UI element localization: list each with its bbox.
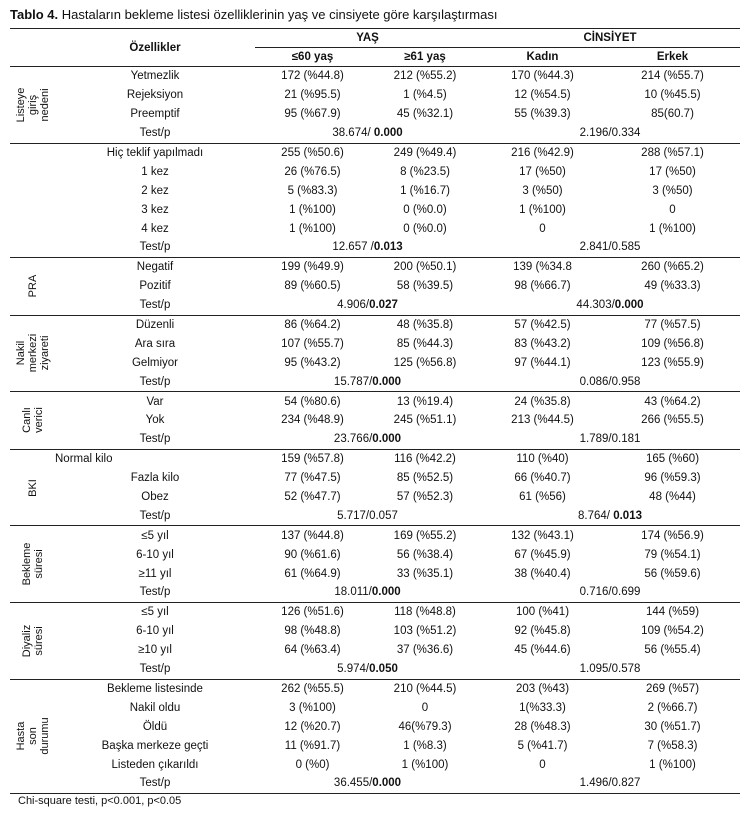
row-label: Öldü [142,720,168,733]
table-row [10,353,740,372]
age-ge61-value: 37 (%36.6) [396,644,454,657]
male-value: 85(60.7) [651,108,694,121]
table-row [10,86,740,105]
male-value: 49 (%33.3) [644,280,701,293]
age-ge61-value: 212 (%55.2) [393,70,457,83]
row-label: Ara sıra [134,337,176,350]
male-value: 266 (%55.5) [641,414,704,427]
row-label: Bekleme listesinde [107,682,203,695]
age-le60-value: 95 (%43.2) [284,356,341,369]
row-label: Hiç teklif yapılmadı [106,147,204,159]
age-ge61-header: ≥61 yaş [370,48,480,67]
test-row [10,238,740,257]
table-row [10,200,740,219]
age-ge61-value: 125 (%56.8) [393,356,457,369]
age-test-value [255,660,480,679]
male-value: 48 (%44) [649,491,696,504]
gender-test-stat: 2.196/0.334 [579,127,641,140]
age-test-value [255,430,480,449]
row-label: Başka merkeze geçti [101,739,209,752]
features-header: Özellikler [55,29,255,67]
row-label: ≥11 yıl [138,567,172,580]
female-value: 110 (%40) [516,453,569,466]
test-row [10,372,740,391]
row-label: Obez [141,491,169,504]
female-value: 100 (%41) [515,606,570,619]
group-label-cell [10,602,55,679]
age-le60-value: 61 (%64.9) [284,567,341,580]
age-le60-value: 89 (%60.5) [284,280,341,293]
male-value: 0 [669,203,676,216]
group-label-cell [10,315,55,392]
age-le60-value: 90 (%61.6) [284,548,341,561]
age-header: YAŞ [255,29,480,48]
age-test-value [255,774,480,793]
test-row [10,296,740,315]
group-label: Canlı verici [20,407,45,434]
age-le60-value: 26 (%76.5) [284,165,341,178]
table-row [10,641,740,660]
table-row [10,449,740,468]
group-label-cell [10,679,55,793]
male-value: 30 (%51.7) [644,720,701,733]
row-label: Yetmezlik [130,70,180,83]
test-label: Test/p [55,774,255,793]
row-label: Pozitif [139,280,171,293]
group-label-cell [10,392,55,450]
male-value: 17 (%50) [649,165,696,178]
test-row [10,774,740,793]
age-test-value [255,506,480,525]
age-le60-value: 52 (%47.7) [284,491,341,504]
age-le60-value: 255 (%50.6) [281,147,344,159]
male-value: 1 (%100) [649,222,696,235]
female-value: 17 (%50) [519,165,566,178]
female-value: 67 (%45.9) [514,548,571,561]
age-test-p: 0.000 [373,127,403,140]
gender-test-p: 0.013 [613,509,642,522]
test-row [10,124,740,143]
row-label: Normal kilo [55,453,113,466]
table-row [10,736,740,755]
test-row [10,506,740,525]
age-le60-value: 77 (%47.5) [284,472,341,485]
row-label: 1 kez [141,165,169,178]
gender-test-value [480,660,740,679]
female-value: 139 (%34.8 [513,261,572,274]
male-value: 43 (%64.2) [644,395,701,408]
group-label-cell [10,257,55,315]
row-label: Var [146,395,164,408]
test-label: Test/p [55,124,255,143]
age-le60-value: 98 (%48.8) [284,625,341,638]
age-le60-value: 262 (%55.5) [281,682,344,695]
age-le60-value: 21 (%95.5) [284,89,341,102]
row-label: 6-10 yıl [136,548,174,561]
table-row [10,315,740,334]
age-le60-value: 126 (%51.6) [281,606,344,619]
table-row [10,334,740,353]
table-row [10,755,740,774]
gender-test-stat: 1.095/0.578 [579,663,641,676]
test-label: Test/p [55,238,255,257]
male-value: 260 (%65.2) [641,261,704,274]
age-test-stat: 15.787/ [333,375,373,388]
age-test-p: 0.013 [373,241,403,254]
male-value: 165 (%60) [645,453,700,466]
age-test-stat: 38.674/ [332,127,374,140]
female-value: 92 (%45.8) [514,625,571,638]
age-le60-value: 172 (%44.8) [281,70,344,83]
age-test-p: 0.000 [372,777,402,790]
age-test-stat: 5.717/0.057 [337,509,398,522]
male-value: 174 (%56.9) [641,529,704,542]
age-ge61-value: 169 (%55.2) [393,529,457,542]
table-row [10,181,740,200]
age-ge61-value: 1 (%16.7) [400,184,450,197]
male-value: 79 (%54.1) [644,548,701,561]
table-row [10,564,740,583]
age-le60-value: 107 (%55.7) [281,337,344,350]
gender-test-value [480,583,740,602]
row-label: 2 kez [141,184,169,197]
male-value: 7 (%58.3) [647,739,698,752]
age-le60-value: 54 (%80.6) [284,395,341,408]
female-value: 61 (%56) [519,491,566,504]
male-value: 214 (%55.7) [641,70,704,83]
gender-test-value [480,774,740,793]
age-test-value [255,296,480,315]
comparison-table [10,28,740,794]
test-label: Test/p [55,296,255,315]
age-ge61-value: 85 (%44.3) [396,337,454,350]
gender-test-value [480,372,740,391]
table-title [10,7,497,22]
female-value: 97 (%44.1) [514,356,571,369]
age-test-stat: 12.657 / [332,241,374,254]
table-row [10,717,740,736]
age-test-value [255,583,480,602]
footnote: Chi-square testi, p<0.001, p<0.05 [18,795,182,807]
test-row [10,583,740,602]
age-le60-header: ≤60 yaş [255,48,370,67]
male-header: Erkek [605,48,740,67]
male-value: 10 (%45.5) [644,89,701,102]
age-ge61-value: 8 (%23.5) [400,165,450,178]
age-ge61-value: 200 (%50.1) [393,261,457,274]
female-value: 45 (%44.6) [514,644,571,657]
table-row [10,143,740,162]
age-ge61-value: 58 (%39.5) [396,280,454,293]
group-label-cell [10,67,55,144]
row-label: Nakil oldu [129,701,181,714]
age-ge61-value: 1 (%100) [401,758,449,771]
header-row-1 [10,29,740,48]
age-test-value [255,124,480,143]
table-row [10,67,740,86]
male-value: 56 (%59.6) [644,567,701,580]
table-row [10,469,740,488]
group-label-cell [10,449,55,526]
gender-header: CİNSİYET [480,29,740,48]
gender-test-p: 0.000 [614,299,644,312]
age-le60-value: 95 (%67.9) [284,108,341,121]
table-row [10,392,740,411]
test-label: Test/p [55,430,255,449]
age-le60-value: 137 (%44.8) [281,529,344,542]
row-label: Preemptif [130,108,180,121]
age-ge61-value: 48 (%35.8) [396,319,454,332]
gender-test-value [480,430,740,449]
test-row [10,430,740,449]
table-row [10,105,740,124]
female-value: 12 (%54.5) [514,89,571,102]
female-value: 83 (%43.2) [514,337,571,350]
female-value: 5 (%41.7) [517,739,568,752]
female-header: Kadın [480,48,605,67]
table-row [10,698,740,717]
female-value: 66 (%40.7) [514,472,571,485]
age-ge61-value: 249 (%49.4) [393,147,457,159]
age-test-stat: 18.011/ [334,586,372,599]
age-test-p: 0.000 [371,586,401,599]
row-label: ≥10 yıl [138,644,172,657]
row-label: Rejeksiyon [126,89,184,102]
male-value: 96 (%59.3) [644,472,701,485]
row-label: 3 kez [141,203,169,216]
table-row [10,679,740,698]
table-row [10,526,740,545]
age-ge61-value: 103 (%51.2) [393,625,457,638]
age-le60-value: 159 (%57.8) [281,453,344,466]
age-le60-value: 86 (%64.2) [284,319,341,332]
male-value: 269 (%57) [645,682,700,695]
age-ge61-value: 56 (%38.4) [396,548,454,561]
gender-test-value [480,124,740,143]
age-le60-value: 1 (%100) [289,222,336,235]
age-le60-value: 3 (%100) [289,701,336,714]
table-row [10,257,740,276]
age-ge61-value: 13 (%19.4) [396,395,454,408]
female-value: 0 [539,222,546,235]
female-value: 203 (%43) [515,682,570,695]
age-test-stat: 4.906/ [337,299,370,312]
table-row [10,277,740,296]
gender-test-stat: 0.716/0.699 [579,586,641,599]
group-label: Bekleme süresi [20,542,45,586]
table-caption: Hastaların bekleme listesi özelliklerinin yaş ve cinsiyete göre karşılaştırması [58,7,498,22]
gender-test-stat: 8.764/ [578,509,614,522]
test-label: Test/p [55,372,255,391]
group-label: Hasta son durumu [14,717,51,755]
table-row [10,162,740,181]
age-ge61-value: 33 (%35.1) [396,567,454,580]
gender-test-stat: 0.086/0.958 [579,375,641,388]
male-value: 77 (%57.5) [644,319,701,332]
female-value: 38 (%40.4) [514,567,571,580]
male-value: 288 (%57.1) [641,147,704,159]
test-label: Test/p [55,583,255,602]
male-value: 1 (%100) [649,758,696,771]
test-row [10,660,740,679]
age-le60-value: 5 (%83.3) [287,184,338,197]
female-value: 57 (%42.5) [514,319,571,332]
age-ge61-value: 85 (%52.5) [396,472,454,485]
table-row [10,488,740,507]
female-value: 55 (%39.3) [514,108,571,121]
age-test-value [255,372,480,391]
group-label: Diyaliz süresi [20,624,45,657]
age-test-p: 0.050 [369,663,398,676]
female-value: 132 (%43.1) [511,529,574,542]
age-ge61-value: 0 (%0.0) [403,203,447,216]
female-value: 213 (%44.5) [511,414,574,427]
age-le60-value: 1 (%100) [289,203,336,216]
age-test-stat: 36.455/ [333,777,373,790]
group-label-cell [10,526,55,603]
female-value: 0 [539,758,546,771]
gender-test-stat: 1.496/0.827 [579,777,641,790]
group-label: BKI [26,478,39,497]
age-ge61-value: 45 (%32.1) [396,108,454,121]
table-number: Tablo 4. [10,7,59,22]
age-le60-value: 0 (%0) [295,758,330,771]
row-label: ≤5 yıl [141,606,169,619]
gender-test-value [480,506,740,525]
male-value: 144 (%59) [645,606,700,619]
test-label: Test/p [55,506,255,525]
table-row [10,219,740,238]
age-test-p: 0.027 [369,299,398,312]
row-label: ≤5 yıl [141,529,169,542]
age-test-p: 0.000 [372,433,402,446]
age-le60-value: 199 (%49.9) [281,261,344,274]
gender-test-stat: 2.841/0.585 [579,241,641,254]
test-label: Test/p [55,660,255,679]
table-row [10,545,740,564]
row-label: Negatif [136,261,174,274]
female-value: 216 (%42.9) [511,147,574,159]
male-value: 109 (%54.2) [641,625,704,638]
age-ge61-value: 118 (%48.8) [394,606,456,619]
table-row [10,622,740,641]
female-value: 1(%33.3) [519,701,566,714]
male-value: 109 (%56.8) [641,337,704,350]
age-test-stat: 23.766/ [333,433,373,446]
age-ge61-value: 1 (%8.3) [403,739,447,752]
gender-test-stat: 44.303/ [576,299,615,312]
age-le60-value: 11 (%91.7) [284,739,341,752]
table-row [10,602,740,621]
male-value: 3 (%50) [652,184,693,197]
female-value: 170 (%44.3) [511,70,574,83]
gender-test-stat: 1.789/0.181 [579,433,641,446]
female-value: 24 (%35.8) [514,395,571,408]
group-label: PRA [26,274,39,298]
female-value: 28 (%48.3) [514,720,571,733]
row-label: Yok [145,414,165,427]
age-ge61-value: 245 (%51.1) [393,414,457,427]
table-row [10,411,740,430]
age-ge61-value: 57 (%52.3) [396,491,454,504]
row-label: Listeden çıkarıldı [111,758,199,771]
age-ge61-value: 0 (%0.0) [403,222,447,235]
table-body [10,29,740,794]
age-le60-value: 12 (%20.7) [284,720,341,733]
gender-test-value [480,296,740,315]
age-ge61-value: 1 (%4.5) [403,89,447,102]
row-label: Fazla kilo [130,472,180,485]
row-label: 6-10 yıl [136,625,174,638]
age-ge61-value: 46(%79.3) [398,720,452,733]
age-ge61-value: 116 (%42.2) [394,453,456,466]
male-value: 56 (%55.4) [644,644,701,657]
age-le60-value: 234 (%48.9) [281,414,344,427]
age-test-value [255,238,480,257]
gender-test-value [480,238,740,257]
male-value: 123 (%55.9) [641,356,704,369]
group-label: Listeye giriş nedeni [14,87,51,123]
group-label: Nakil merkezi ziyareti [14,334,51,373]
age-le60-value: 64 (%63.4) [284,644,341,657]
group-label-cell [10,143,55,257]
female-value: 98 (%66.7) [514,280,571,293]
age-ge61-value: 0 [421,701,429,714]
age-test-p: 0.000 [372,375,402,388]
row-label: Düzenli [135,319,175,332]
female-value: 3 (%50) [522,184,563,197]
row-label: 4 kez [141,222,169,235]
male-value: 2 (%66.7) [647,701,698,714]
row-label: Gelmiyor [131,356,178,369]
age-test-stat: 5.974/ [337,663,370,676]
age-ge61-value: 210 (%44.5) [393,682,457,695]
female-value: 1 (%100) [519,203,566,216]
